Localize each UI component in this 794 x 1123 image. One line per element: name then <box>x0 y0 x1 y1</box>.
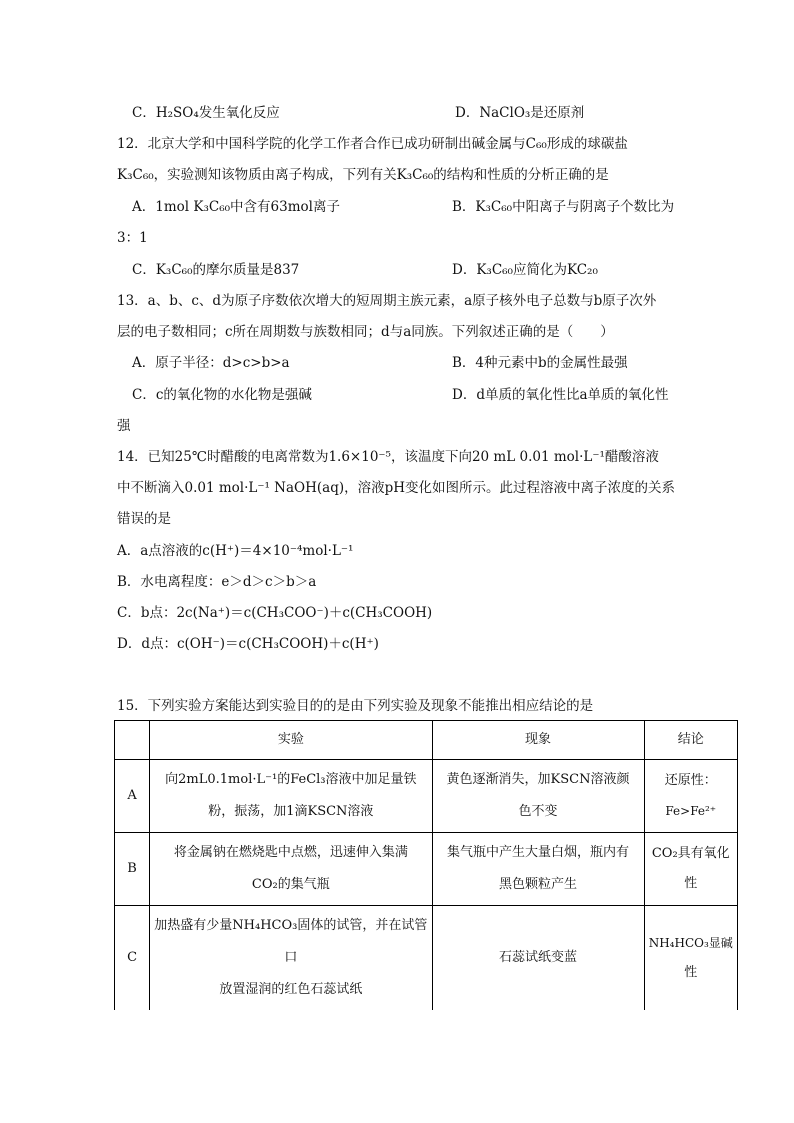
q13-stem-line1: 13．a、b、c、d为原子序数依次增大的短周期主族元素，a原子核外电子总数与b原子次外 <box>117 293 657 309</box>
phenomenon-line: 色不变 <box>518 804 558 819</box>
phenomenon-cell <box>432 906 644 1011</box>
table-header-row <box>115 721 738 760</box>
table-row <box>115 833 738 906</box>
conclusion-line: Fe>Fe²⁺ <box>665 804 717 818</box>
q14-option-a: A．a点溶液的c(H⁺)＝4×10⁻⁴mol·L⁻¹ <box>117 543 354 559</box>
conclusion-cell <box>644 833 737 906</box>
phenomenon-line: 黑色颗粒产生 <box>499 877 578 892</box>
q14-option-b: B．水电离程度：e＞d＞c＞b＞a <box>117 574 317 590</box>
q11-option-d: D．NaClO₃是还原剂 <box>455 105 585 121</box>
q14-option-c: C．b点：2c(Na⁺)＝c(CH₃COO⁻)＋c(CH₃COOH) <box>117 605 433 621</box>
q14-stem-line2: 中不断滴入0.01 mol·L⁻¹ NaOH(aq)，溶液pH变化如图所示。此过程溶液中离子浓度的关系 <box>117 480 676 496</box>
q13-option-b: B．4种元素中b的金属性最强 <box>452 355 628 371</box>
table-row <box>115 760 738 833</box>
phenomenon-line: 黄色逐渐消失，加KSCN溶液颜 <box>446 772 630 787</box>
q13-stem-line2: 层的电子数相同；c所在周期数与族数相同；d与a同族。下列叙述正确的是（ ） <box>117 324 614 340</box>
row-key: B <box>115 833 150 906</box>
q12-option-b: B．K₃C₆₀中阳离子与阴离子个数比为 <box>452 199 675 215</box>
conclusion-line: 性 <box>684 876 698 891</box>
experiment-line: 粉，振荡，加1滴KSCN溶液 <box>208 804 374 819</box>
phenomenon-line: 石蕊试纸变蓝 <box>499 950 578 965</box>
header-blank <box>115 721 150 760</box>
experiment-line: 放置湿润的红色石蕊试纸 <box>219 982 363 997</box>
q14-stem-line1: 14．已知25℃时醋酸的电离常数为1.6×10⁻⁵，该温度下向20 mL 0.01 mol·L⁻¹醋酸溶液 <box>117 449 659 465</box>
experiment-cell <box>150 833 432 906</box>
q12-stem-line2: K₃C₆₀，实验测知该物质由离子构成，下列有关K₃C₆₀的结构和性质的分析正确的是 <box>117 167 609 183</box>
conclusion-cell <box>644 906 737 1011</box>
experiment-line: 将金属钠在燃烧匙中点燃，迅速伸入集满 <box>173 845 408 860</box>
q15-stem: 15．下列实验方案能达到实验目的的是由下列实验及现象不能推出相应结论的是 <box>117 698 594 714</box>
header-experiment: 实验 <box>150 721 432 760</box>
q13-option-d-continued: 强 <box>117 418 131 434</box>
row-key: A <box>115 760 150 833</box>
q12-option-b-continued: 3：1 <box>117 230 148 246</box>
q13-option-c: C．c的氧化物的水化物是强碱 <box>132 387 312 403</box>
experiment-cell <box>150 906 432 1011</box>
q13-option-d: D．d单质的氧化性比a单质的氧化性 <box>452 387 669 403</box>
experiment-line: 加热盛有少量NH₄HCO₃固体的试管，并在试管口 <box>154 918 428 965</box>
conclusion-cell <box>644 760 737 833</box>
q14-stem-line3: 错误的是 <box>117 511 171 527</box>
q12-stem-line1: 12．北京大学和中国科学院的化学工作者合作已成功研制出碱金属与C₆₀形成的球碳盐 <box>117 136 628 152</box>
experiment-line: 向2mL0.1mol·L⁻¹的FeCl₃溶液中加足量铁 <box>165 772 417 787</box>
header-conclusion: 结论 <box>644 721 737 760</box>
phenomenon-line: 集气瓶中产生大量白烟，瓶内有 <box>447 845 630 860</box>
q13-option-a: A．原子半径：d>c>b>a <box>132 355 290 371</box>
q12-option-a: A．1mol K₃C₆₀中含有63mol离子 <box>132 199 340 215</box>
conclusion-line: NH₄HCO₃显碱 <box>648 936 733 950</box>
experiment-line: CO₂的集气瓶 <box>251 877 330 892</box>
experiment-cell <box>150 760 432 833</box>
table-row <box>115 906 738 1011</box>
header-phenomenon: 现象 <box>432 721 644 760</box>
row-key: C <box>115 906 150 1011</box>
conclusion-line: 性 <box>684 965 698 980</box>
phenomenon-cell <box>432 760 644 833</box>
q15-experiment-table <box>114 720 738 1010</box>
q12-option-c: C．K₃C₆₀的摩尔质量是837 <box>132 262 300 278</box>
conclusion-line: 还原性： <box>664 773 717 788</box>
phenomenon-cell <box>432 833 644 906</box>
q14-option-d: D．d点：c(OH⁻)＝c(CH₃COOH)＋c(H⁺) <box>117 636 379 652</box>
q12-option-d: D．K₃C₆₀应简化为KC₂₀ <box>452 262 598 278</box>
conclusion-line: CO₂具有氧化 <box>651 846 730 861</box>
q11-option-c: C．H₂SO₄发生氧化反应 <box>132 105 280 121</box>
